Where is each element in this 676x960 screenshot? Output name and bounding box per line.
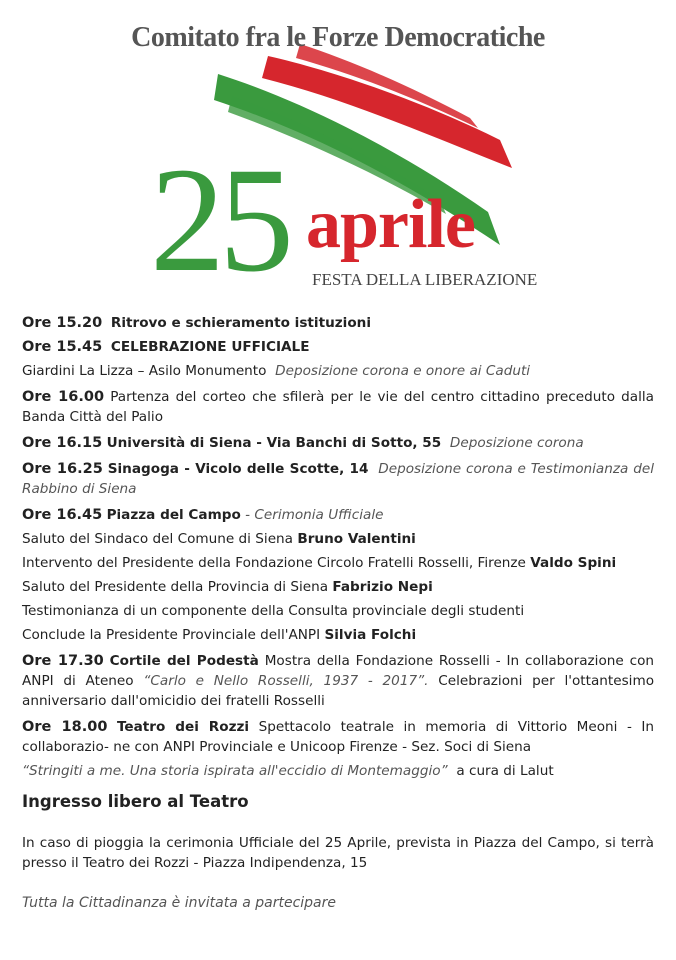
festa-subtitle: FESTA DELLA LIBERAZIONE xyxy=(312,270,538,289)
program-entry xyxy=(22,337,654,357)
entry-place: Teatro dei Rozzi xyxy=(116,719,250,735)
speech-item xyxy=(22,577,654,597)
entry-note: Deposizione corona xyxy=(449,435,584,451)
entry-text: Spettacolo teatrale in memoria di Vittorio Meoni - In collaborazio- ne con ANPI Provinciale e Unicoop Firenze - Sez. Soci di Siena xyxy=(22,719,654,755)
entry-place: Piazza del Campo xyxy=(106,507,241,523)
entry-place: Giardini La Lizza – Asilo Monumento xyxy=(22,363,267,379)
program-entry xyxy=(22,433,654,453)
speaker-name: Bruno Valentini xyxy=(297,531,416,547)
entry-time: Ore 16.00 xyxy=(22,389,105,405)
rain-notice: In caso di pioggia la cerimonia Ufficiale del 25 Aprile, prevista in Piazza del Campo, si terrà presso il Teatro dei Rozzi - Piazza Indipendenza, 15 xyxy=(22,835,654,871)
entry-time: Ore 16.15 xyxy=(22,435,103,451)
play-credit: a cura di Lalut xyxy=(456,763,554,779)
entry-time: Ore 16.25 xyxy=(22,461,103,477)
entry-time: Ore 15.20 xyxy=(22,315,103,331)
entry-text: Ritrovo e schieramento istituzioni xyxy=(110,315,371,331)
entry-note: Deposizione corona e onore ai Caduti xyxy=(275,363,531,379)
speaker-name: Silvia Folchi xyxy=(324,627,417,643)
entry-text: Celebrazioni per l'ottantesimo anniversario dall'omicidio dei fratelli Rosselli xyxy=(22,673,655,709)
date-day: 25 xyxy=(150,137,288,303)
entry-time: Ore 15.45 xyxy=(22,339,103,355)
poster-header xyxy=(0,0,676,303)
entry-note: Deposizione corona e Testimonianza del Rabbino di Siena xyxy=(22,461,654,497)
program-entry xyxy=(22,651,654,711)
entry-text: Partenza del corteo che sfilerà per le vie del centro cittadino preceduto dalla Banda Città del Palio xyxy=(22,389,654,425)
speech-item xyxy=(22,529,654,549)
entry-place: Università di Siena - Via Banchi di Sotto, 55 xyxy=(106,435,442,451)
speech-item xyxy=(22,625,654,645)
program-entry xyxy=(22,387,654,427)
speaker-name: Fabrizio Nepi xyxy=(332,579,433,595)
program-entry xyxy=(22,761,654,781)
entry-text: Mostra della Fondazione Rosselli - In collaborazione con ANPI di Ateneo xyxy=(22,653,654,689)
exhibit-title: “Carlo e Nello Rosselli, 1937 - 2017”. xyxy=(143,673,429,689)
invitation-text: Tutta la Cittadinanza è invitata a partecipare xyxy=(22,895,337,911)
program-list xyxy=(22,313,654,913)
entry-time: Ore 17.30 xyxy=(22,653,104,669)
program-entry xyxy=(22,717,654,757)
entry-time: Ore 16.45 xyxy=(22,507,103,523)
speaker-name: Valdo Spini xyxy=(530,555,617,571)
program-entry xyxy=(22,361,654,381)
play-title: “Stringiti a me. Una storia ispirata all'eccidio di Montemaggio” xyxy=(22,763,448,779)
committee-name: Comitato fra le Forze Democratiche xyxy=(131,22,545,53)
entry-note: - Cerimonia Ufficiale xyxy=(245,507,384,523)
program-entry xyxy=(22,459,654,499)
speech-text: Saluto del Presidente della Provincia di Siena xyxy=(22,579,329,595)
entry-time: Ore 18.00 xyxy=(22,719,108,735)
entry-place: Cortile del Podestà xyxy=(109,653,259,669)
speech-text: Intervento del Presidente della Fondazione Circolo Fratelli Rosselli, Firenze xyxy=(22,555,526,571)
speech-text: Conclude la Presidente Provinciale dell'ANPI xyxy=(22,627,321,643)
date-month: aprile xyxy=(306,186,475,263)
speech-item xyxy=(22,553,654,573)
entry-text: CELEBRAZIONE UFFICIALE xyxy=(110,339,310,355)
speech-text: Saluto del Sindaco del Comune di Siena xyxy=(22,531,293,547)
free-entry-notice: Ingresso libero al Teatro xyxy=(22,792,249,811)
program-entry xyxy=(22,313,654,333)
program-entry xyxy=(22,505,654,525)
speech-text: Testimonianza di un componente della Consulta provinciale degli studenti xyxy=(22,603,525,619)
speech-item xyxy=(22,601,654,621)
entry-place: Sinagoga - Vicolo delle Scotte, 14 xyxy=(107,461,369,477)
